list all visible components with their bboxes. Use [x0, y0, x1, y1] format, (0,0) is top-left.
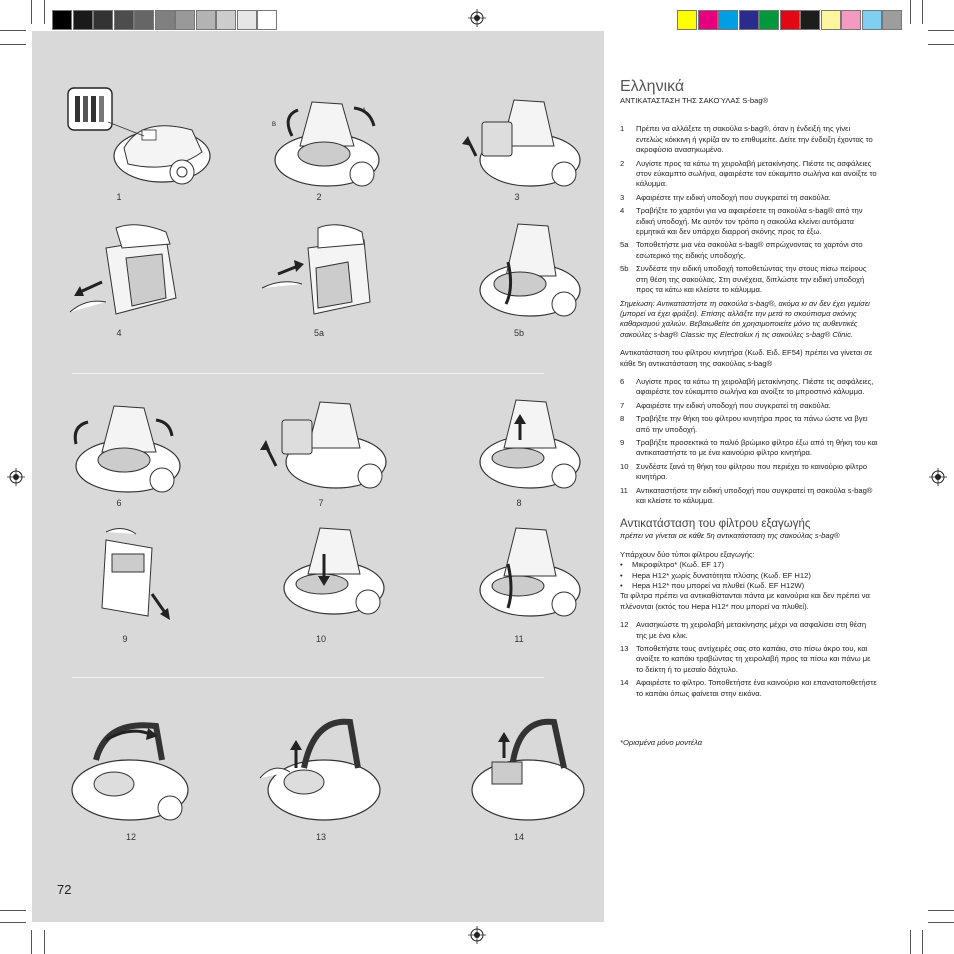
figure-label: 7	[318, 498, 324, 508]
crop-mark	[31, 930, 32, 954]
figure-label: 5b	[513, 328, 524, 338]
figure-1-bag-indicator	[62, 86, 212, 190]
registration-mark	[468, 9, 486, 27]
figure-5b-attach-holder	[458, 218, 588, 330]
exhaust-filter-subheading: πρέπει να γίνεται σε κάθε 5η αντικατάσταση της σακούλας s-bag®	[620, 531, 840, 541]
crop-mark	[0, 30, 26, 31]
crop-mark	[31, 0, 32, 24]
crop-mark	[0, 910, 26, 911]
figure-label: 6	[116, 498, 122, 508]
figure-label: 14	[513, 832, 524, 842]
registration-mark	[468, 926, 486, 944]
crop-mark	[910, 930, 911, 954]
filter-type-list	[620, 560, 878, 591]
figure-13-open-cover	[254, 718, 384, 828]
step-number: 11	[620, 485, 628, 495]
section-subheading: ΑΝΤΙΚΑΤΑΣΤΑΣΗ ΤΗΣ ΣΑΚΟΎΛΑΣ S-bag®	[620, 96, 769, 105]
step-number: 10	[620, 461, 629, 471]
step-text: Πρέπει να αλλάξετε τη σακούλα s-bag®, όταν η ένδειξή της γίνει εντελώς κόκκινη ή γκρίζα αν το επιθυμείτε. Δείτε την ένδειξη έχοντας το ακροφύσιο ανασηκωμένο.	[636, 124, 873, 155]
color-swatch	[237, 10, 257, 30]
step-number: 5b	[620, 264, 629, 274]
footnote: *Ορισμένα μόνο μοντέλα	[620, 738, 703, 748]
color-swatch	[739, 10, 759, 30]
color-swatch	[52, 10, 72, 30]
color-swatch	[175, 10, 195, 30]
step-item	[620, 159, 878, 190]
step-text: Τραβήξτε το χαρτόνι για να αφαιρέσετε τη σακούλα s-bag® από την ειδική υποδοχή. Με αυτόν τον τρόπο η σακούλα κλείνει αυτόματα ερμητικά και δεν υπάρχει διαρροή σκόνης προς τα έξω.	[636, 206, 863, 237]
crop-mark	[928, 30, 954, 31]
step-item	[620, 414, 878, 435]
color-swatch	[718, 10, 738, 30]
step-number: 3	[620, 192, 625, 202]
crop-mark	[922, 0, 923, 24]
color-swatch	[780, 10, 800, 30]
step-item	[620, 124, 878, 155]
crop-mark	[922, 930, 923, 954]
step-number: 8	[620, 414, 625, 424]
row-divider	[72, 373, 544, 374]
registration-mark	[7, 468, 25, 486]
crop-mark	[910, 0, 911, 24]
figure-label: 5a	[313, 328, 324, 338]
figure-label: 11	[514, 634, 524, 644]
row-divider	[72, 677, 544, 678]
step-item	[620, 486, 878, 507]
crop-mark	[44, 0, 45, 24]
figure-label: 10	[315, 634, 326, 644]
step-number: 9	[620, 437, 625, 447]
step-number: 13	[620, 644, 629, 654]
color-swatch	[257, 10, 277, 30]
bullet-text: Μικροφίλτρο* (Κωδ. EF 17)	[632, 560, 725, 570]
step-number: 1	[620, 124, 625, 134]
step-text: Τοποθετήστε μια νέα σακούλα s-bag® σπρώχνοντας το χαρτόνι στο εσωτερικό της ειδικής υποδοχής.	[636, 240, 863, 260]
figure-8-lift-filter-case	[458, 396, 588, 496]
figure-2-open-lid	[262, 96, 392, 192]
color-swatch	[821, 10, 841, 30]
color-swatch	[114, 10, 134, 30]
figure-12-raise-handle	[66, 720, 196, 828]
step-item	[620, 678, 878, 699]
crop-mark	[928, 910, 954, 911]
figure-label: 3	[514, 192, 520, 202]
step-text: Αφαιρέστε το φίλτρο. Τοποθετήστε ένα καινούριο και επανατοποθετήστε το καπάκι όπως φαίνεται στην εικόνα.	[636, 678, 877, 698]
figure-3-remove-holder	[458, 96, 588, 192]
step-number: 14	[620, 678, 629, 688]
registration-mark	[929, 468, 947, 486]
crop-mark	[928, 44, 954, 45]
figure-6-open-front-lid	[62, 400, 192, 500]
step-number: 2	[620, 158, 625, 168]
crop-mark	[0, 44, 26, 45]
step-number: 6	[620, 376, 625, 386]
step-text: Τοποθετήστε τους αντίχειρές σας στο καπάκι, στο πίσω άκρο του, και ανοίξτε το καπάκι τραβώντας τη χειρολαβή προς τα πίσω και πάνω με το δείκτη ή το μεσαίο δάχτυλο.	[636, 644, 871, 674]
color-swatch	[698, 10, 718, 30]
step-text: Συνδέστε την ειδική υποδοχή τοποθετώντας την στους πίσω πείρους στη θέση της σακούλας. Στη συνέχεια, διπλώστε την ειδική υποδοχή προς τα κάτω και κλείστε το κάλυμμα.	[636, 264, 867, 295]
bullet-dot: •	[620, 560, 623, 570]
bag-replacement-steps	[620, 124, 878, 295]
color-swatch	[677, 10, 697, 30]
figure-9-replace-motor-filter	[66, 524, 186, 624]
figure-label: 2	[316, 192, 322, 202]
figure-label: 12	[125, 832, 136, 842]
svg-text:A: A	[362, 108, 367, 114]
step-item	[620, 206, 878, 237]
color-swatch	[759, 10, 779, 30]
figure-label: 4	[116, 328, 122, 338]
figure-label: 1	[116, 192, 122, 202]
step-item	[620, 240, 878, 261]
crop-mark	[44, 930, 45, 954]
step-item	[620, 462, 878, 483]
bullet-dot: •	[620, 570, 623, 580]
step-text: Συνδέστε ξανά τη θήκη του φίλτρου που περιέχει το καινούριο φίλτρο κινητήρα.	[636, 461, 868, 482]
bullet-text: Hepa H12* χωρίς δυνατότητα πλύσης (Κωδ. EF H12)	[632, 570, 811, 580]
step-item	[620, 401, 878, 411]
figure-label: 8	[516, 498, 522, 508]
figure-4-remove-bag	[66, 218, 196, 330]
color-swatch	[862, 10, 882, 30]
crop-mark	[928, 922, 954, 923]
figure-10-insert-filter-case	[262, 524, 392, 624]
step-number: 7	[620, 400, 625, 410]
color-swatch	[73, 10, 93, 30]
svg-text:B: B	[272, 122, 277, 128]
step-item	[620, 264, 878, 295]
motor-filter-intro: Αντικατάσταση του φίλτρου κινητήρα (Κωδ. Ειδ. EF54) πρέπει να γίνεται σε κάθε 5η αντικατάσταση της σακούλας s-bag®	[620, 348, 873, 368]
step-text: Αντικαταστήστε την ειδική υποδοχή που συγκρατεί τη σακούλα s-bag® και κλείστε το κάλυμμα.	[636, 485, 873, 505]
figure-14-remove-exhaust-filter	[458, 718, 588, 828]
color-swatch	[800, 10, 820, 30]
step-number: 5a	[620, 240, 629, 250]
instructions-column	[620, 78, 878, 749]
step-text: Ανασηκώστε τη χειρολαβή μετακίνησης μέχρι να ασφαλίσει στη θέση της με ένα κλικ.	[636, 620, 867, 640]
step-item	[620, 377, 878, 398]
color-swatch	[841, 10, 861, 30]
language-heading: Ελληνικά	[620, 78, 685, 95]
bullet-text: Hepa H12* που μπορεί να πλυθεί (Κωδ. EF H12W)	[632, 581, 805, 591]
exhaust-filter-steps	[620, 620, 878, 699]
color-swatch	[216, 10, 236, 30]
exhaust-filter-heading: Αντικατάσταση του φίλτρου εξαγωγής	[620, 518, 811, 531]
motor-filter-steps	[620, 377, 878, 506]
note-paragraph: Σημείωση: Αντικαταστήστε τη σακούλα s-bag®, ακόμα κι αν δεν έχει γεμίσει (μπορεί να έχει φράξει). Επίσης αλλάξτε την μετά το σκούπισμα σκόνης καθαρισμού χαλιών. Βεβαιωθείτε ότι χρησιμοποιείτε μόνο τις αυθεντικές σακούλες s-bag® Classic της Electrolux ή τις σακούλες s-bag® Clinic.	[620, 298, 870, 339]
figure-11-close-lid	[458, 524, 588, 624]
filter-types-intro: Υπάρχουν δύο τύποι φίλτρου εξαγωγής:	[620, 549, 755, 559]
step-number: 4	[620, 206, 625, 216]
step-text: Τραβήξτε την θήκη του φίλτρου κινητήρα προς τα πάνω ώστε να βγει από την υποδοχή.	[636, 414, 868, 434]
step-text: Λυγίστε προς τα κάτω τη χειρολαβή μετακίνησης. Πιέστε τις ασφάλειες, αφαιρέστε τον εύκαμπτο σωλήνα και ανοίξτε το μπροστινό κάλυμμα.	[636, 376, 874, 397]
step-text: Αφαιρέστε την ειδική υποδοχή που συγκρατεί τη σακούλα.	[636, 400, 831, 410]
step-text: Αφαιρέστε την ειδική υποδοχή που συγκρατεί τη σακούλα.	[636, 192, 831, 202]
color-swatch	[882, 10, 902, 30]
step-text: Τραβήξτε προσεκτικά το παλιό βρώμικο φίλτρο έξω από τη θήκη του και αντικαταστήστε το με ένα καινούριο φίλτρο κινητήρα.	[636, 437, 878, 458]
bullet-item	[620, 560, 878, 570]
bullet-dot: •	[620, 581, 623, 591]
step-item	[620, 438, 878, 459]
figure-label: 13	[315, 832, 326, 842]
step-item	[620, 644, 878, 675]
step-number: 12	[620, 620, 629, 630]
step-item	[620, 193, 878, 203]
figure-7-remove-holder	[254, 396, 390, 496]
page-number: 72	[57, 882, 72, 897]
color-swatch	[134, 10, 154, 30]
color-swatch	[93, 10, 113, 30]
crop-mark	[0, 922, 26, 923]
step-item	[620, 620, 878, 641]
bullet-item	[620, 571, 878, 581]
figure-label: 9	[122, 634, 128, 644]
step-text: Λυγίστε προς τα κάτω τη χειρολαβή μετακίνησης. Πιέστε τις ασφάλειες στον εύκαμπτο σωλήνα, αφαιρέστε τον εύκαμπτο σωλήνα και ανοίξτε το κάλυμμα.	[636, 158, 877, 189]
replace-note: Τα φίλτρα πρέπει να αντικαθίστανται πάντα με καινούρια και δεν πρέπει να πλένονται (εκτός του Hepa H12* που μπορεί να πλυθεί).	[620, 591, 870, 611]
figure-5a-insert-bag	[258, 218, 388, 330]
color-swatch	[155, 10, 175, 30]
bullet-item	[620, 581, 878, 591]
color-swatch	[196, 10, 216, 30]
